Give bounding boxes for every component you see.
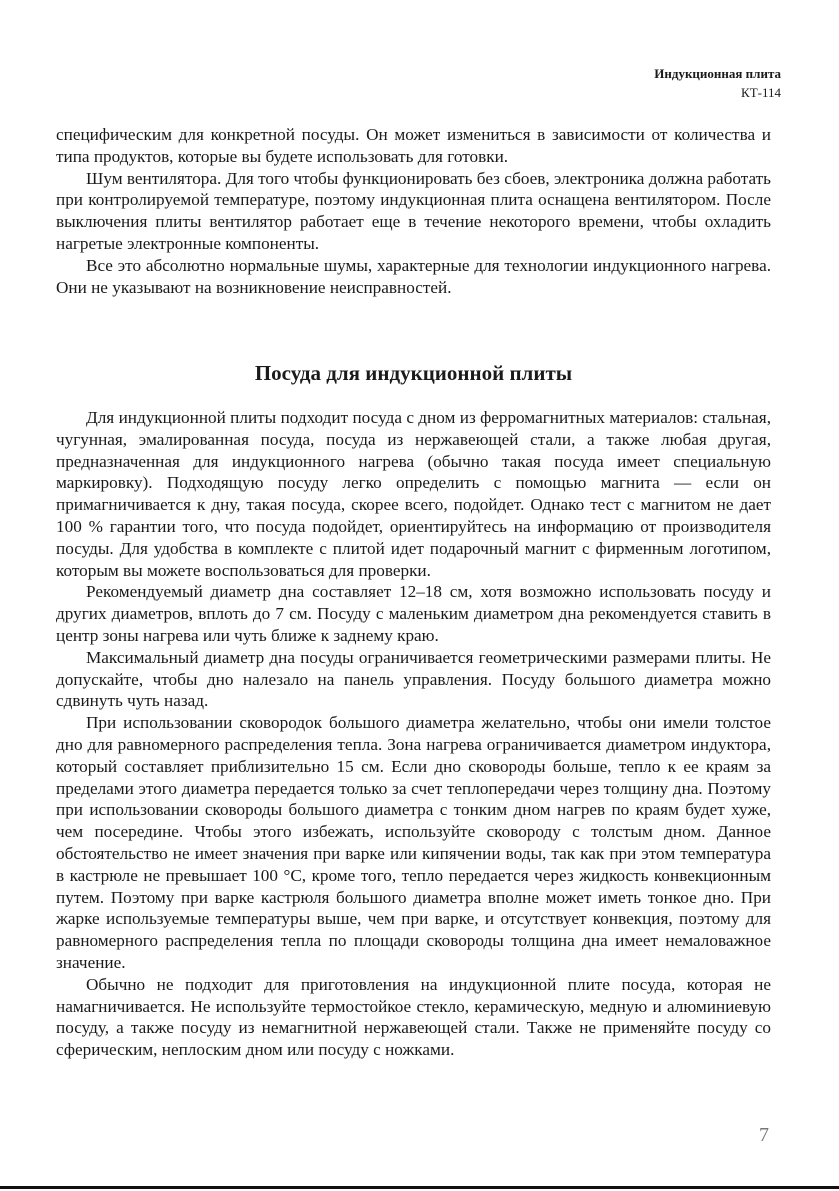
intro-text-block: [56, 124, 771, 298]
fan-noise-paragraph: Шум вентилятора. Для того чтобы функционировать без сбоев, электроника должна работать при контролируемой температуре, поэтому индукционная плита оснащена вентилятором. После выключения плиты вентилятор работает еще в течение некоторого времени, чтобы охладить нагретые электронные компоненты.: [56, 168, 771, 253]
body-paragraph-materials: Для индукционной плиты подходит посуда с дном из ферромагнитных материалов: стальная, чугунная, эмалированная посуда, посуда из нержавеющей стали, а также любая другая, предназначенная для индукционного нагрева (обычно такая посуда имеет специальную маркировку). Подходящую посуду легко определить с помощью магнита — если он примагничивается к дну, такая посуда, скорее всего, подойдет. Однако тест с магнитом не дает 100 % гарантии того, что посуда подойдет, ориентируйтесь на информацию от производителя посуды. Для удобства в комплекте с плитой идет подарочный магнит с фирменным логотипом, которым вы можете воспользоваться для проверки.: [56, 408, 771, 580]
body-paragraph-diameter: Рекомендуемый диаметр дна составляет 12–18 см, хотя возможно использовать посуду и других диаметров, вплоть до 7 см. Посуду с маленьким диаметром дна рекомендуется ставить в центр зоны нагрева или чуть ближе к заднему краю.: [56, 582, 771, 645]
intro-paragraph-continued: специфическим для конкретной посуды. Он может измениться в зависимости от количества и типа продуктов, которые вы будете использовать для готовки.: [56, 125, 771, 166]
page-bottom-edge: [0, 1186, 839, 1189]
cookware-section-body: [56, 407, 771, 1061]
normal-noise-paragraph: Все это абсолютно нормальные шумы, характерные для технологии индукционного нагрева. Они не указывают на возникновение неисправностей.: [56, 255, 771, 297]
page-number: 7: [759, 1124, 769, 1146]
header-product-title: Индукционная плита: [654, 66, 781, 81]
header-model-number: КТ-114: [741, 85, 781, 100]
running-header: [654, 64, 781, 102]
body-paragraph-max-diameter: Максимальный диаметр дна посуды ограничивается геометрическими размерами плиты. Не допускайте, чтобы дно налезало на панель управления. Посуду большого диаметра можно сдвинуть чуть назад.: [56, 647, 771, 711]
body-paragraph-unsuitable: Обычно не подходит для приготовления на индукционной плите посуда, которая не намагничивается. Не используйте термостойкое стекло, керамическую, медную и алюминиевую посуду, а также посуду из немагнитной нержавеющей стали. Также не применяйте посуду со сферическим, неплоским дном или посуду с ножками.: [56, 974, 771, 1060]
body-paragraph-frying-pans: При использовании сковородок большого диаметра желательно, чтобы они имели толстое дно для равномерного распределения тепла. Зона нагрева ограничивается диаметром индуктора, который составляет приблизительно 15 см. Если дно сковороды больше, тепло к ее краям за пределами этого диаметра передается только за счет теплопередачи через толщину дна. Поэтому при использовании сковороды большого диаметра с тонким дном нагрев по краям будет хуже, чем посередине. Чтобы этого избежать, используйте сковороду с толстым дном. Данное обстоятельство не имеет значения при варке или кипячении воды, так как при этом температура в кастрюле не превышает 100 °С, кроме того, тепло передается через жидкость конвекционным путем. Поэтому при варке кастрюля большого диаметра вполне может иметь тонкое дно. При жарке используемые температуры выше, чем при варке, и отсутствует конвекция, поэтому для равномерного распределения тепла по площади сковороды толщина дна имеет немаловажное значение.: [56, 713, 771, 972]
section-heading: Посуда для индукционной плиты: [254, 361, 573, 385]
